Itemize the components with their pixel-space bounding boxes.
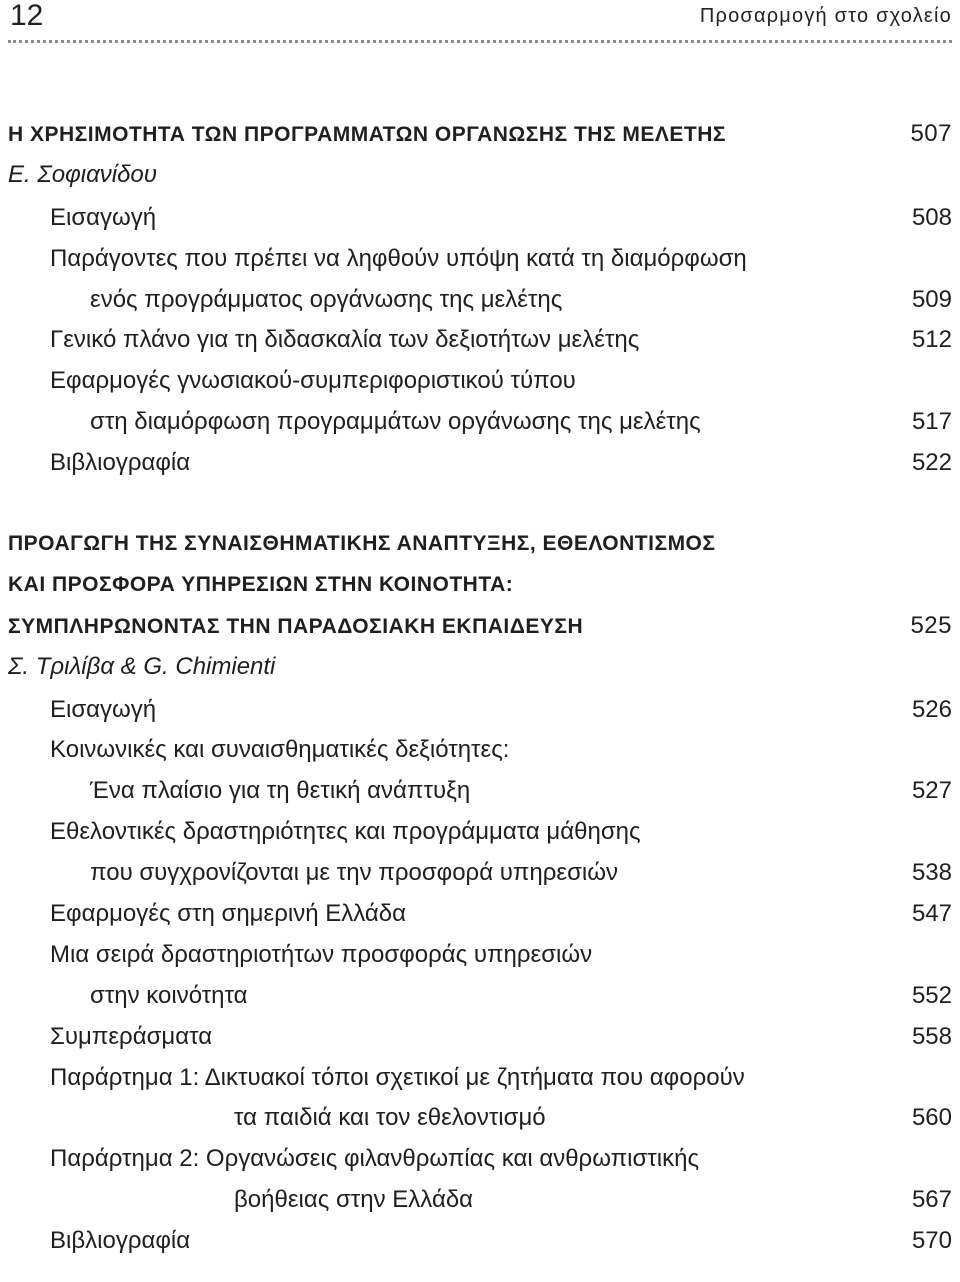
toc-entry: Βιβλιογραφία ..... 522 xyxy=(8,443,952,484)
toc-entry: Παράγοντες που πρέπει να ληφθούν υπόψη κατά τη διαμόρφωση xyxy=(50,244,747,272)
page-ref: 507 xyxy=(910,120,952,147)
page-ref: 525 xyxy=(910,611,952,639)
dot-leader xyxy=(730,121,906,139)
page-ref: 509 xyxy=(911,285,952,313)
toc-entry: Εφαρμογές γνωσιακού-συμπεριφοριστικού τύπου xyxy=(50,367,576,395)
dot-leader xyxy=(587,613,906,631)
chapter-author: Ε. Σοφιανίδου xyxy=(8,160,157,188)
chapter-title: Η ΧΡΗΣΙΜΟΤΗΤΑ ΤΩΝ ΠΡΟΓΡΑΜΜΑΤΩΝ ΟΡΓΑΝΩΣΗΣ ΤΗΣ ΜΕΛΕΤΗΣ ..... 507 xyxy=(8,114,952,155)
page-ref: 552 xyxy=(911,981,952,1009)
page-ref: 570 xyxy=(911,1227,952,1255)
page-ref: 558 xyxy=(911,1022,952,1050)
chapter-title: ΣΥΜΠΛΗΡΩΝΟΝΤΑΣ ΤΗΝ ΠΑΡΑΔΟΣΙΑΚΗ ΕΚΠΑΙΔΕΥΣΗ ..... 525 xyxy=(8,606,952,647)
toc-entry-continuation: τα παιδιά και τον εθελοντισμό ..... 560 xyxy=(8,1098,952,1139)
toc-entry: Μια σειρά δραστηριοτήτων προσφοράς υπηρεσιών xyxy=(50,940,593,968)
dot-leader xyxy=(566,287,908,305)
running-head: Προσαρμογή στο σχολείο xyxy=(699,5,952,27)
dot-leader xyxy=(643,327,908,345)
page-ref: 512 xyxy=(911,326,952,354)
dot-leader xyxy=(410,901,908,919)
toc-entry: Εισαγωγή ..... 508 xyxy=(8,198,952,239)
toc-entry: Παράρτημα 1: Δικτυακοί τόποι σχετικοί με ζητήματα που αφορούν xyxy=(50,1063,745,1091)
toc-entry: Συμπεράσματα ..... 558 xyxy=(8,1017,952,1058)
dot-leader xyxy=(474,778,908,796)
dot-leader xyxy=(252,983,908,1001)
page-ref: 567 xyxy=(911,1186,952,1214)
dot-leader xyxy=(622,860,908,878)
table-of-contents xyxy=(8,114,952,1262)
dot-leader xyxy=(216,1024,908,1042)
dotted-rule xyxy=(8,40,952,43)
toc-entry-continuation: που συγχρονίζονται με την προσφορά υπηρεσιών ..... 538 xyxy=(8,853,952,894)
toc-entry-continuation: στη διαμόρφωση προγραμμάτων οργάνωσης της μελέτης ..... 517 xyxy=(8,402,952,443)
page-header xyxy=(8,0,952,40)
toc-entry-continuation: ενός προγράμματος οργάνωσης της μελέτης ..... 509 xyxy=(8,280,952,321)
chapter-author: Σ. Τριλίβα & G. Chimienti xyxy=(8,652,276,680)
page-ref: 522 xyxy=(911,449,952,477)
dot-leader xyxy=(194,1228,908,1246)
page-ref: 538 xyxy=(911,859,952,887)
toc-entry: Κοινωνικές και συναισθηματικές δεξιότητες: xyxy=(50,736,510,764)
toc-entry: Γενικό πλάνο για τη διδασκαλία των δεξιοτήτων μελέτης ..... 512 xyxy=(8,320,952,361)
page-ref: 527 xyxy=(911,777,952,805)
dot-leader xyxy=(550,1105,908,1123)
toc-entry: Εθελοντικές δραστηριότητες και προγράμματα μάθησης xyxy=(50,818,641,846)
dot-leader xyxy=(705,409,908,427)
page-ref: 517 xyxy=(911,408,952,436)
chapter-title: ΠΡΟΑΓΩΓΗ ΤΗΣ ΣΥΝΑΙΣΘΗΜΑΤΙΚΗΣ ΑΝΑΠΤΥΞΗΣ, ΕΘΕΛΟΝΤΙΣΜΟΣ xyxy=(8,532,716,556)
page-ref: 508 xyxy=(911,203,952,231)
page-ref: 547 xyxy=(911,900,952,928)
toc-entry: Βιβλιογραφία ..... 570 xyxy=(8,1221,952,1262)
toc-entry-continuation: στην κοινότητα ..... 552 xyxy=(8,976,952,1017)
page-number: 12 xyxy=(10,0,44,32)
dot-leader xyxy=(160,205,908,223)
page-ref: 560 xyxy=(911,1104,952,1132)
chapter-title: ΚΑΙ ΠΡΟΣΦΟΡΑ ΥΠΗΡΕΣΙΩΝ ΣΤΗΝ ΚΟΙΝΟΤΗΤΑ: xyxy=(8,572,514,596)
toc-entry: Εισαγωγή ..... 526 xyxy=(8,690,952,731)
toc-entry-continuation: Ένα πλαίσιο για τη θετική ανάπτυξη ..... 527 xyxy=(8,771,952,812)
dot-leader xyxy=(194,450,908,468)
dot-leader xyxy=(160,697,908,715)
toc-entry: Παράρτημα 2: Οργανώσεις φιλανθρωπίας και ανθρωπιστικής xyxy=(50,1145,700,1173)
page-ref: 526 xyxy=(911,695,952,723)
dot-leader xyxy=(477,1187,908,1205)
toc-entry-continuation: βοήθειας στην Ελλάδα ..... 567 xyxy=(8,1180,952,1221)
toc-entry: Εφαρμογές στη σημερινή Ελλάδα ..... 547 xyxy=(8,894,952,935)
